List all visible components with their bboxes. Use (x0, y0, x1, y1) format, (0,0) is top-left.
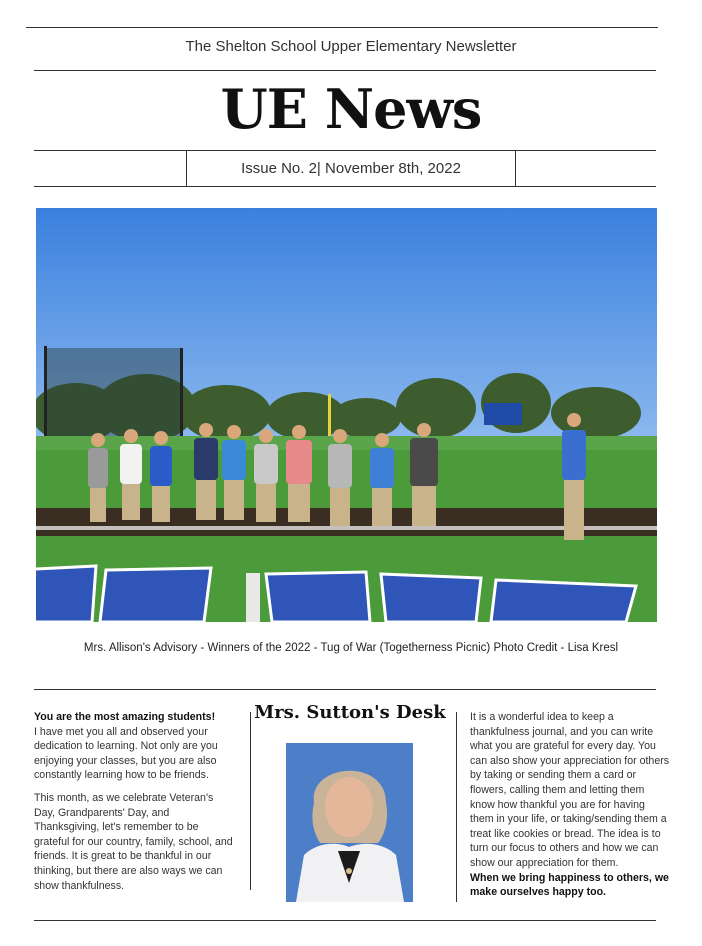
header-rule (34, 70, 656, 71)
left-paragraph-2: This month, as we celebrate Veteran's Day, Grandparents' Day, and Thanksgiving, let's remember to be grateful for our country, family, school, and friends. It is great to be thankful in our thinking, but there are also ways we can show thankfulness. (34, 791, 233, 892)
portrait-image (286, 743, 413, 902)
school-line: The Shelton School Upper Elementary Newsletter (185, 38, 517, 55)
right-paragraph: It is a wonderful idea to keep a thankfulness journal, and you can write what you are grateful for every day. You can also show your appreciation for others by taking or sending them a card or flowers, calling them and letting them know how thankful you are for having them in your life, or taking/sending them a treat like cookies or bread. The idea is to turn our focus to others and how we can show our appreciation for them. (470, 711, 670, 869)
left-column (34, 710, 234, 901)
desk-title: Mrs. Sutton's Desk (254, 702, 446, 723)
photo-scene (36, 208, 657, 622)
bottom-rule (34, 920, 656, 921)
main-photo (36, 208, 657, 622)
right-divider (456, 712, 457, 902)
issue-label: Issue No. 2| November 8th, 2022 (241, 159, 461, 177)
left-paragraph-1: I have met you all and observed your dedication to learning. Not only are you enjoying your classes, but you are also constantly learning how to be friends. (34, 725, 218, 782)
top-rule (26, 27, 658, 28)
left-divider (250, 712, 251, 890)
issue-bottom-rule (34, 186, 656, 187)
closing-line: When we bring happiness to others, we make ourselves happy too. (470, 871, 669, 899)
lead-line: You are the most amazing students! (34, 711, 216, 723)
section-rule (34, 689, 656, 690)
photo-caption: Mrs. Allison's Advisory - Winners of the 2022 - Tug of War (Togetherness Picnic) Photo Credit - Lisa Kresl (83, 642, 619, 654)
portrait-photo (286, 743, 413, 902)
issue-box (186, 150, 516, 186)
right-column (470, 710, 670, 900)
masthead-title: UE News (220, 77, 482, 141)
